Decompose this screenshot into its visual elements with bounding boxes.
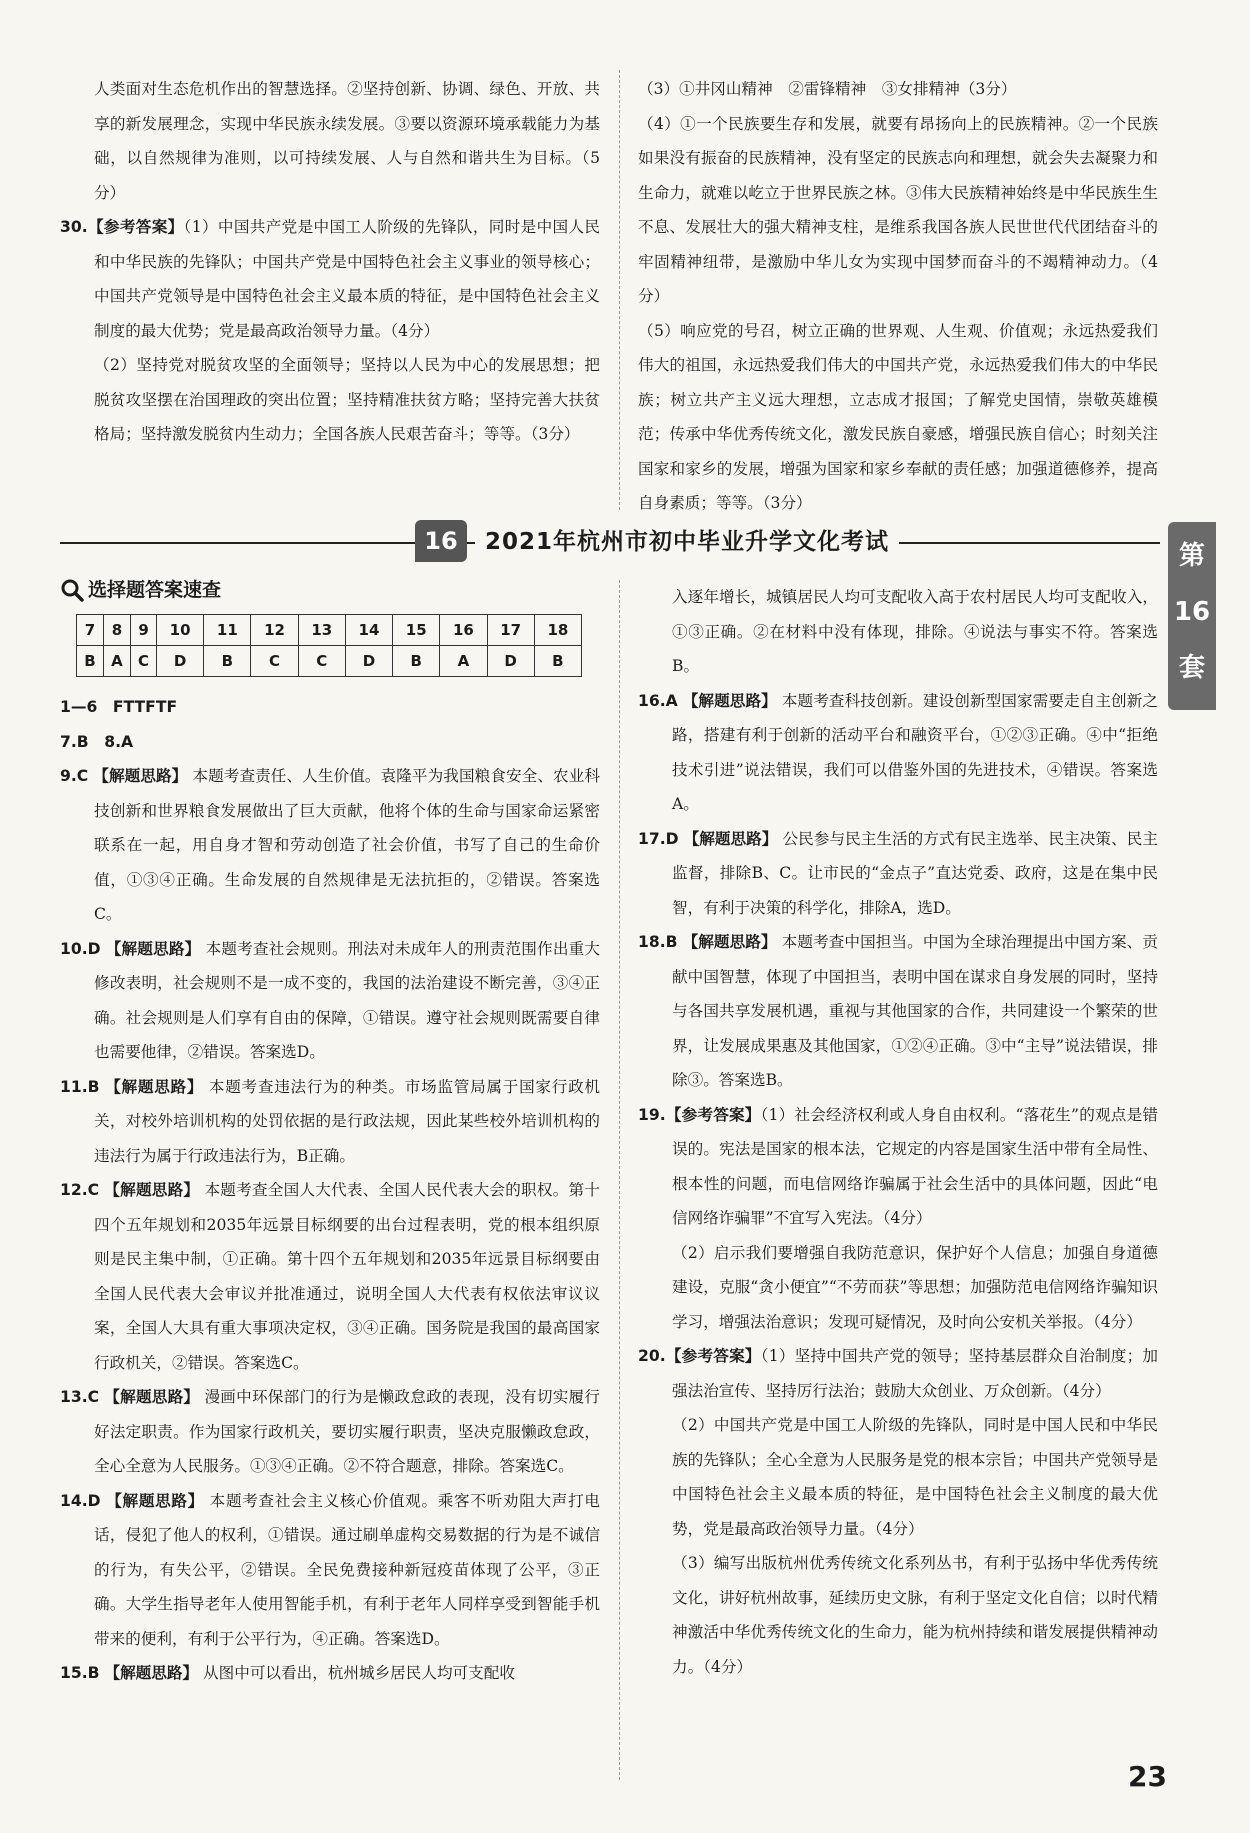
q14-text: 本题考查社会主义核心价值观。乘客不听劝阻大声打电话，侵犯了他人的权利，①错误。通过刷单虚构交易数据的行为是不诚信的行为，有失公平，②错误。全民免费接种新冠疫苗体现了公平，③正确。大学生指导老年人使用智能手机，有利于老年人同样享受到智能手机带来的便利，有利于公平行为，④正确。答案选D。	[94, 1491, 600, 1648]
q18-number: 18.	[638, 933, 666, 951]
q10-number: 10.	[60, 939, 88, 958]
table-cell: 17	[487, 615, 534, 646]
column-divider-top	[619, 70, 620, 510]
q20-number: 20.	[638, 1347, 666, 1365]
q13-tag: 【解题思路】	[104, 1388, 200, 1406]
q29-part3: （3）①井冈山精神 ②雷锋精神 ③女排精神（3分）	[638, 80, 1017, 98]
table-cell: D	[345, 646, 392, 677]
quick-numbers-row	[77, 615, 582, 646]
q13-text: 漫画中环保部门的行为是懒政怠政的表现，没有切实履行好法定职责。作为国家行政机关，要切实履行职责，坚决克服懒政怠政，全心全意为人民服务。①③④正确。②不符合题意，排除。答案选C。	[94, 1388, 600, 1475]
side-tab-char: 第	[1178, 541, 1205, 571]
q16-explanation	[638, 684, 1158, 822]
q29-part5: （5）响应党的号召，树立正确的世界观、人生观、价值观；永远热爱我们伟大的祖国，永远热爱我们伟大的中国共产党，永远热爱我们伟大的中华民族；树立共产主义远大理想，立志成才报国；了解党史国情，崇敬英雄模范；传承中华优秀传统文化，激发民族自豪感，增强民族自信心；时刻关注国家和家乡的发展，增强为国家和家乡奉献的责任感；加强道德修养，提高自身素质；等等。（3分）	[638, 321, 1158, 512]
q20-answer	[638, 1339, 1158, 1408]
quick-answers-row	[77, 646, 582, 677]
column-divider-bottom	[619, 580, 620, 1780]
q12-explanation	[60, 1173, 600, 1380]
q13-explanation	[60, 1380, 600, 1484]
table-cell: 9	[131, 615, 157, 646]
set-index-tab	[1168, 522, 1216, 710]
side-tab-char: 16	[1173, 597, 1211, 627]
q30-part2: （2）坚持党对脱贫攻坚的全面领导；坚持以人民为中心的发展思想；把脱贫攻坚摆在治国理政的突出位置；坚持精准扶贫方略；坚持完善大扶贫格局；坚持激发脱贫内生动力；全国各族人民艰苦奋斗；等等。（3分）	[94, 356, 600, 443]
q9-choice: C	[76, 767, 89, 785]
table-cell: 12	[251, 615, 298, 646]
q11-number: 11.	[60, 1077, 88, 1096]
q11-text: 本题考查违法行为的种类。市场监管局属于国家行政机关，对校外培训机构的处罚依据的是行政法规，因此某些校外培训机构的违法行为属于行政违法行为，B正确。	[94, 1077, 600, 1165]
table-cell: B	[534, 646, 581, 677]
table-cell: 15	[393, 615, 440, 646]
table-cell: C	[131, 646, 157, 677]
q16-number: 16.	[638, 691, 666, 710]
quick-answer-title: 选择题答案速查	[88, 579, 222, 601]
q15-text: 从图中可以看出，杭州城乡居民人均可支配收	[203, 1664, 515, 1682]
q13-choice: C	[87, 1388, 100, 1406]
table-cell: B	[204, 646, 251, 677]
q17-tag: 【解题思路】	[683, 829, 778, 848]
q11-tag: 【解题思路】	[105, 1077, 204, 1096]
section-banner	[60, 518, 1160, 568]
q29-part4: （4）①一个民族要生存和发展，就要有昂扬向上的民族精神。②一个民族如果没有振奋的民族精神，没有坚定的民族志向和理想，就会失去凝聚力和生命力，就难以屹立于世界民族之林。③伟大民族精神始终是中华民族生生不息、发展壮大的强大精神支柱，是维系我国各族人民世世代代团结奋斗的牢固精神纽带，是激励中华儿女为实现中国梦而奋斗的不竭精神动力。（4分）	[638, 114, 1158, 305]
q12-number: 12.	[60, 1181, 88, 1199]
table-cell: B	[77, 646, 104, 677]
q18-choice: B	[665, 933, 678, 951]
q10-text: 本题考查社会规则。刑法对未成年人的刑责范围作出重大修改表明，社会规则不是一成不变的，我国的法治建设不断完善，③④正确。社会规则是人们享有自由的保障，①错误。遵守社会规则既需要自律也需要他律，②错误。答案选D。	[94, 939, 600, 1061]
q15-number: 15.	[60, 1664, 88, 1682]
q19-part1: （1）社会经济权利或人身自由权利。“落花生”的观点是错误的。宪法是国家的根本法，它规定的内容是国家生活中带有全局性、根本性的问题，而电信网络诈骗属于社会生活中的具体问题，因此“电信网络诈骗罪”不宜写入宪法。（4分）	[672, 1105, 1158, 1227]
table-cell: 16	[440, 615, 487, 646]
q14-tag: 【解题思路】	[106, 1491, 204, 1510]
q16-choice: A	[665, 691, 678, 710]
q16-text: 本题考查科技创新。建设创新型国家需要走自主创新之路，搭建有利于创新的活动平台和融资平台，①②③正确。④中“拒绝技术引进”说法错误，我们可以借鉴外国的先进技术，④错误。答案选A。	[672, 691, 1158, 813]
q11-choice: B	[87, 1077, 100, 1096]
table-cell: D	[487, 646, 534, 677]
table-cell: A	[440, 646, 487, 677]
q18-tag: 【解题思路】	[682, 933, 777, 951]
q29-tail: 人类面对生态危机作出的智慧选择。②坚持创新、协调、绿色、开放、共享的新发展理念，实现中华民族永续发展。③要以资源环境承载能力为基础，以自然规律为准则，以可持续发展、人与自然和谐共生为目标。（5分）	[94, 80, 600, 202]
q30-tag: 【参考答案】	[87, 218, 184, 236]
top-right-column	[638, 72, 1158, 521]
page-number: 23	[1128, 1760, 1167, 1793]
q14-choice: D	[87, 1491, 101, 1510]
q15-continuation: 入逐年增长，城镇居民人均可支配收入高于农村居民人均可支配收入，①③正确。②在材料中没有体现，排除。④说法与事实不符。答案选B。	[672, 588, 1158, 675]
q19-answer	[638, 1098, 1158, 1236]
magnifier-icon	[60, 578, 84, 602]
answers-7-8: 7.B 8.A	[60, 732, 134, 751]
q15-explanation	[60, 1656, 600, 1691]
banner-title: 2021年杭州市初中毕业升学文化考试	[475, 524, 899, 560]
top-left-column	[60, 72, 600, 452]
q13-number: 13.	[60, 1388, 88, 1406]
table-cell: B	[393, 646, 440, 677]
table-cell: C	[251, 646, 298, 677]
q12-text: 本题考查全国人大代表、全国人民代表大会的职权。第十四个五年规划和2035年远景目标纲要的出台过程表明，党的根本组织原则是民主集中制，①正确。第十四个五年规划和2035年远景目标纲要由全国人民代表大会审议并批准通过，说明全国人大代表有权依法审议议案，全国人大具有重大事项决定权，③④正确。国务院是我国的最高国家行政机关，②错误。答案选C。	[94, 1181, 600, 1372]
banner-number-badge: 16	[415, 520, 467, 562]
table-cell: 13	[298, 615, 345, 646]
q19-part2: （2）启示我们要增强自我防范意识，保护好个人信息；加强自身道德建设，克服“贪小便宜”“不劳而获”等思想；加强防范电信网络诈骗知识学习，增强法治意识；发现可疑情况，及时向公安机关举报。（4分）	[672, 1243, 1158, 1331]
q10-explanation	[60, 932, 600, 1070]
q30-number: 30.	[60, 218, 88, 236]
quick-answer-table	[76, 614, 582, 677]
table-cell: 14	[345, 615, 392, 646]
q14-explanation	[60, 1484, 600, 1657]
q19-number: 19.	[638, 1105, 666, 1124]
q17-text: 公民参与民主生活的方式有民主选举、民主决策、民主监督，排除B、C。让市民的“金点子”直达党委、政府，这是在集中民智，有利于决策的科学化，排除A，选D。	[672, 829, 1158, 917]
table-cell: 11	[204, 615, 251, 646]
q17-explanation	[638, 822, 1158, 926]
table-cell: C	[298, 646, 345, 677]
q18-text: 本题考查中国担当。中国为全球治理提出中国方案、贡献中国智慧，体现了中国担当，表明中国在谋求自身发展的同时，坚持与各国共享发展机遇，重视与其他国家的合作，共同建设一个繁荣的世界，让发展成果惠及其他国家，①②④正确。③中“主导”说法错误，排除③。答案选B。	[672, 933, 1158, 1089]
quick-answer-heading	[60, 575, 221, 605]
q12-choice: C	[87, 1181, 100, 1199]
q17-choice: D	[665, 829, 679, 848]
q16-tag: 【解题思路】	[682, 691, 777, 710]
table-cell: 8	[103, 615, 130, 646]
table-cell: 18	[534, 615, 581, 646]
q20-part3: （3）编写出版杭州优秀传统文化系列丛书，有利于弘扬中华优秀传统文化，讲好杭州故事，延续历史文脉，有利于坚定文化自信；以时代精神激活中华优秀传统文化的生命力，能为杭州持续和谐发展提供精神动力。（4分）	[672, 1554, 1158, 1676]
table-cell: D	[157, 646, 204, 677]
q10-tag: 【解题思路】	[105, 939, 201, 958]
q11-explanation	[60, 1070, 600, 1174]
side-tab-char: 套	[1178, 653, 1205, 683]
answers-1-6: 1—6 FTTFTF	[60, 698, 178, 716]
table-cell: A	[103, 646, 130, 677]
q30-answer	[60, 210, 600, 348]
q12-tag: 【解题思路】	[104, 1181, 200, 1199]
q9-number: 9.	[60, 767, 77, 785]
q15-tag: 【解题思路】	[104, 1664, 199, 1682]
q10-choice: D	[87, 939, 101, 958]
q9-tag: 【解题思路】	[93, 767, 188, 785]
q30-part1: （1）中国共产党是中国工人阶级的先锋队，同时是中国人民和中华民族的先锋队；中国共产党是中国特色社会主义事业的领导核心；中国共产党领导是中国特色社会主义最本质的特征，是中国特色社会主义制度的最大优势；党是最高政治领导力量。（4分）	[94, 218, 600, 340]
q20-tag: 【参考答案】	[665, 1347, 761, 1365]
bottom-left-column	[60, 690, 600, 1691]
q20-part1: （1）坚持中国共产党的领导；坚持基层群众自治制度；加强法治宣传、坚持厉行法治；鼓励大众创业、万众创新。（4分）	[672, 1347, 1158, 1400]
q20-part2: （2）中国共产党是中国工人阶级的先锋队，同时是中国人民和中华民族的先锋队；全心全意为人民服务是党的根本宗旨；中国共产党领导是中国特色社会主义最本质的特征，是中国特色社会主义制度的最大优势，党是最高政治领导力量。（4分）	[672, 1416, 1158, 1538]
q18-explanation	[638, 925, 1158, 1098]
q9-text: 本题考查责任、人生价值。袁隆平为我国粮食安全、农业科技创新和世界粮食发展做出了巨大贡献，他将个体的生命与国家命运紧密联系在一起，用自身才智和劳动创造了社会价值，书写了自己的生命价值，①③④正确。生命发展的自然规律是无法抗拒的，②错误。答案选C。	[94, 767, 600, 923]
q15-choice: B	[87, 1664, 100, 1682]
q19-tag: 【参考答案】	[665, 1105, 761, 1124]
q9-explanation	[60, 759, 600, 932]
q14-number: 14.	[60, 1491, 88, 1510]
table-cell: 7	[77, 615, 104, 646]
bottom-right-column	[638, 580, 1158, 1684]
q17-number: 17.	[638, 829, 666, 848]
table-cell: 10	[157, 615, 204, 646]
